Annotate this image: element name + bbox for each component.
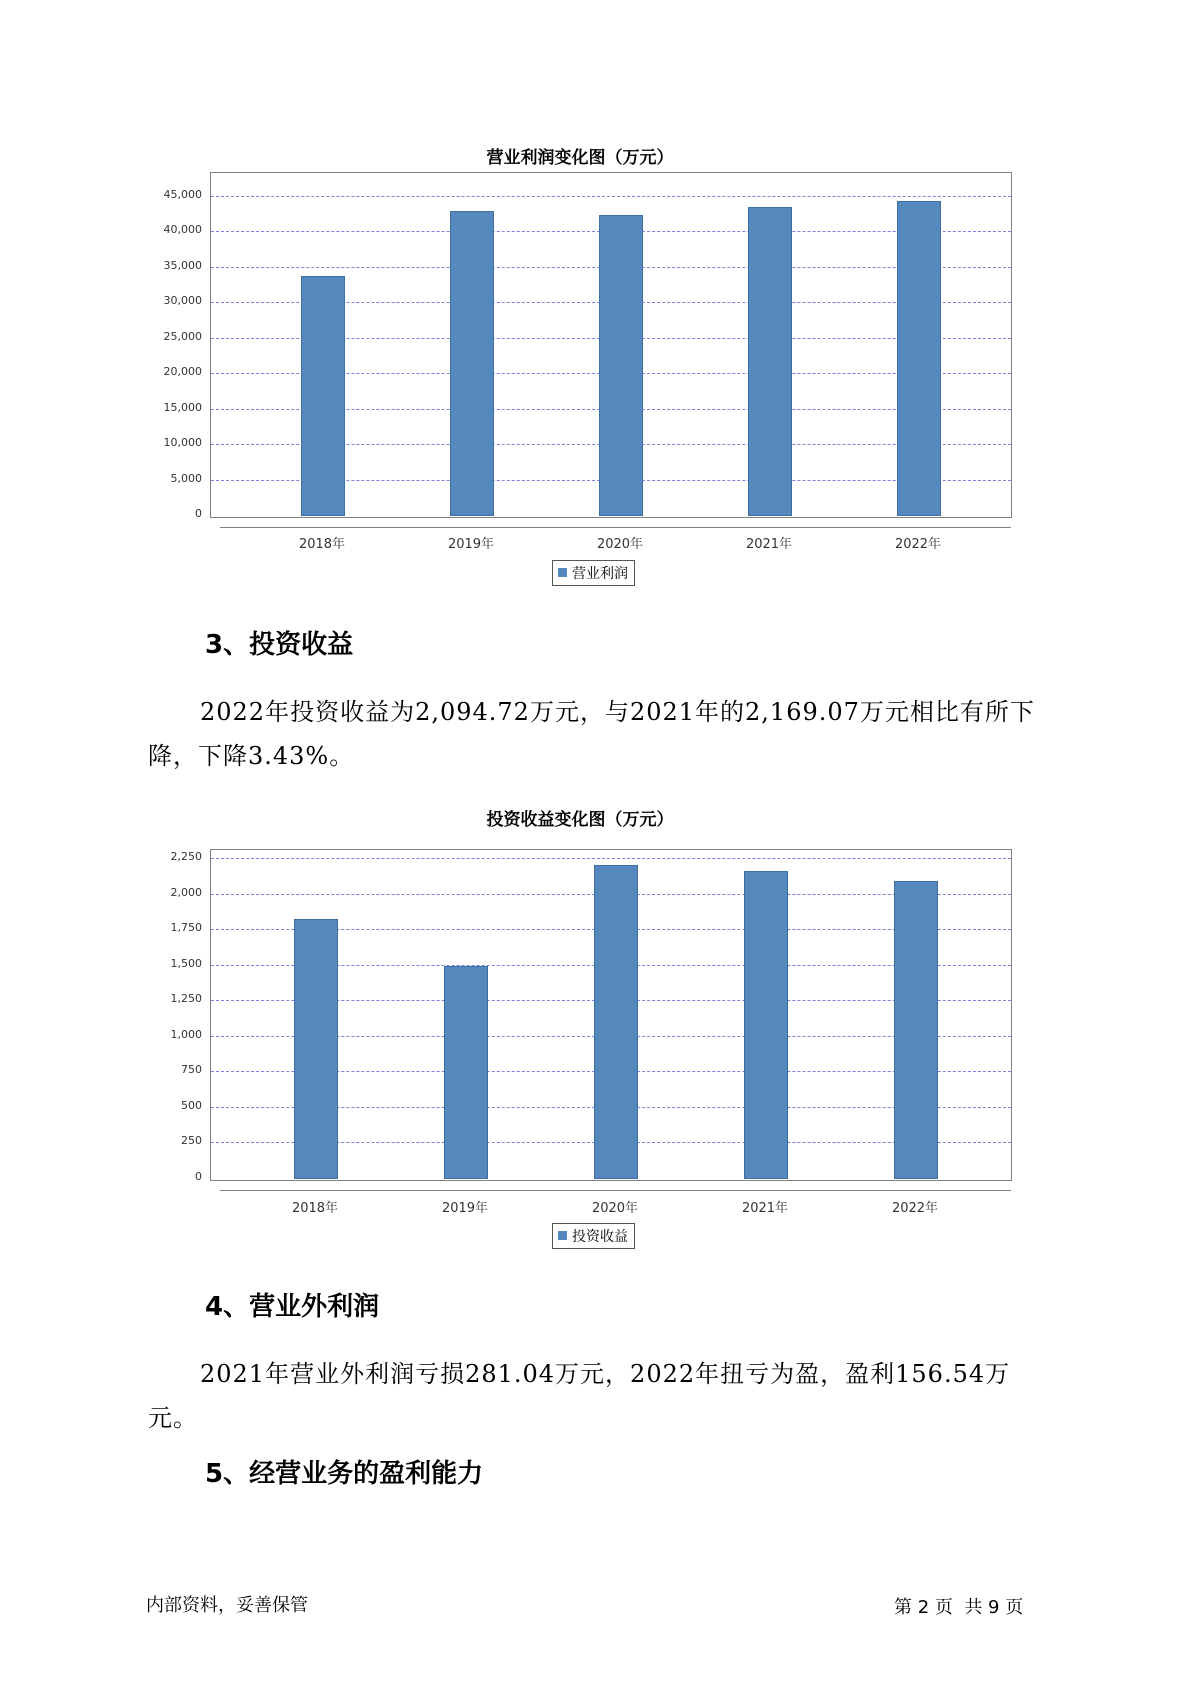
legend-label: 营业利润 <box>572 566 628 582</box>
y-tick-label: 0 <box>195 1170 202 1183</box>
chart-title: 营业利润变化图（万元） <box>486 148 674 168</box>
bar <box>894 881 938 1179</box>
y-tick-label: 25,000 <box>163 329 202 343</box>
chart-legend <box>552 1223 635 1249</box>
legend-swatch <box>558 1231 567 1240</box>
y-tick-label: 1,000 <box>170 1027 202 1041</box>
bar <box>897 201 941 516</box>
y-tick-label: 500 <box>181 1098 202 1112</box>
y-tick-label: 0 <box>195 507 202 520</box>
page-number: 第 2 页 共 9 页 <box>894 1597 1024 1618</box>
bar <box>444 966 488 1179</box>
y-tick-label: 1,500 <box>170 956 202 970</box>
y-tick-label: 1,750 <box>170 921 202 935</box>
section-heading: 4、营业外利润 <box>205 1292 380 1322</box>
section-heading: 3、投资收益 <box>205 630 354 660</box>
x-tick-label: 2022年 <box>891 1201 939 1216</box>
x-tick-label: 2020年 <box>596 537 644 552</box>
plot-area <box>210 172 1012 518</box>
gridline <box>211 196 1011 197</box>
bar <box>748 207 792 516</box>
y-tick-label: 2,000 <box>170 885 202 899</box>
y-tick-label: 750 <box>181 1063 202 1077</box>
x-axis-line <box>220 527 1011 528</box>
y-tick-label: 5,000 <box>170 471 202 485</box>
y-tick-label: 30,000 <box>163 294 202 308</box>
section-heading: 5、经营业务的盈利能力 <box>205 1459 484 1489</box>
bar <box>744 871 788 1179</box>
legend-label: 投资收益 <box>572 1229 628 1245</box>
legend-swatch <box>558 568 567 577</box>
x-axis-line <box>220 1190 1011 1191</box>
y-tick-label: 45,000 <box>163 188 202 201</box>
footer-note: 内部资料，妥善保管 <box>146 1595 308 1616</box>
bar <box>294 919 338 1179</box>
plot-area <box>210 849 1012 1181</box>
x-tick-label: 2020年 <box>591 1201 639 1216</box>
x-tick-label: 2018年 <box>291 1201 339 1216</box>
chart-legend <box>552 560 635 586</box>
y-tick-label: 35,000 <box>163 258 202 272</box>
y-tick-label: 10,000 <box>163 436 202 450</box>
gridline <box>211 858 1011 859</box>
y-tick-label: 15,000 <box>163 400 202 414</box>
x-tick-label: 2021年 <box>741 1201 789 1216</box>
bar <box>301 276 345 516</box>
y-tick-label: 40,000 <box>163 223 202 237</box>
y-tick-label: 250 <box>181 1134 202 1148</box>
section-paragraph: 2022年投资收益为2,094.72万元，与2021年的2,169.07万元相比有所下降，下降3.43%。 <box>148 698 1035 770</box>
x-tick-label: 2021年 <box>745 537 793 552</box>
y-tick-label: 2,250 <box>170 850 202 863</box>
section-paragraph: 2021年营业外利润亏损281.04万元，2022年扭亏为盈，盈利156.54万元。 <box>148 1360 1011 1432</box>
x-tick-label: 2018年 <box>298 537 346 552</box>
x-tick-label: 2022年 <box>894 537 942 552</box>
bar <box>450 211 494 516</box>
x-tick-label: 2019年 <box>441 1201 489 1216</box>
bar <box>599 215 643 516</box>
x-tick-label: 2019年 <box>447 537 495 552</box>
y-tick-label: 20,000 <box>163 365 202 379</box>
bar <box>594 865 638 1179</box>
chart-title: 投资收益变化图（万元） <box>486 810 674 830</box>
y-tick-label: 1,250 <box>170 992 202 1006</box>
